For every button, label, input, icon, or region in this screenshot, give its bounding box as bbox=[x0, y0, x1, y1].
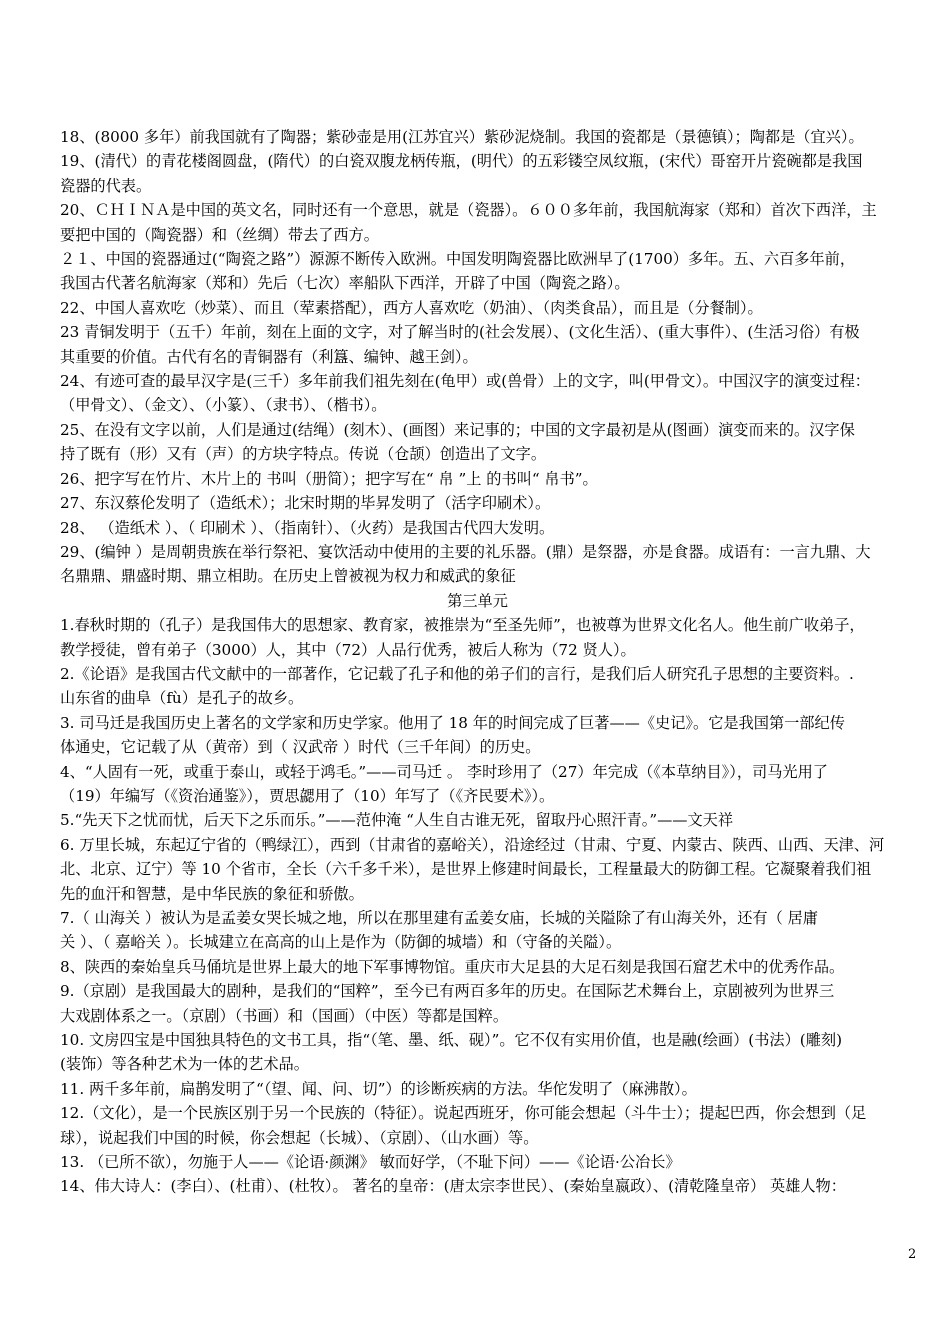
text-line: 北、北京、辽宁）等 10 个省市，全长（六千多千米），是世界上修建时间最长，工程量最大的防御工程。它凝聚着我们祖 bbox=[60, 860, 872, 879]
document-body bbox=[60, 125, 895, 1199]
text-line: 28、 （造纸术 ）、（ 印刷术 ）、（指南针）、（火药）是我国古代四大发明。 bbox=[60, 518, 555, 537]
text-line: 教学授徒，曾有弟子（3000）人，其中（72）人品行优秀，被后人称为（72 贤人）。 bbox=[60, 640, 636, 659]
text-line: 8、陕西的秦始皇兵马俑坑是世界上最大的地下军事博物馆。重庆市大足县的大足石刻是我国石窟艺术中的优秀作品。 bbox=[60, 957, 845, 976]
text-line: 19、(清代）的青花楼阁圆盘，(隋代）的白瓷双腹龙柄传瓶，(明代）的五彩镂空凤纹瓶，(宋代）哥窑开片瓷碗都是我国 bbox=[60, 152, 863, 171]
text-line: 26、把字写在竹片、木片上的 书叫（册简）；把字写在“ 帛 ”上 的书叫“ 帛书”。 bbox=[60, 469, 598, 488]
text-line: 23 青铜发明于（五千）年前，刻在上面的文字，对了解当时的(社会发展）、(文化生活）、(重大事件）、(生活习俗）有极 bbox=[60, 323, 860, 342]
text-line: (装饰）等各种艺术为一体的艺术品。 bbox=[60, 1055, 309, 1074]
text-line: 3. 司马迁是我国历史上著名的文学家和历史学家。他用了 18 年的时间完成了巨著——《史记》。它是我国第一部纪传 bbox=[60, 713, 845, 732]
unit-three-notes bbox=[60, 613, 895, 1199]
text-line: 11. 两千多年前，扁鹊发明了“（望、闻、问、切”）的诊断疾病的方法。华佗发明了（麻沸散）。 bbox=[60, 1079, 697, 1098]
text-line: （甲骨文）、（金文）、（小篆）、（隶书）、（楷书）。 bbox=[60, 396, 387, 415]
text-line: ２１、中国的瓷器通过(“陶瓷之路”）源源不断传入欧洲。中国发明陶瓷器比欧洲早了(1700）多年。五、六百多年前， bbox=[60, 250, 856, 269]
text-line: 9.（京剧）是我国最大的剧种，是我们的“国粹”，至今已有两百多年的历史。在国际艺术舞台上，京剧被列为世界三 bbox=[60, 982, 835, 1001]
text-line: 18、(8000 多年）前我国就有了陶器；紫砂壶是用(江苏宜兴）紫砂泥烧制。我国的瓷都是（景德镇）；陶都是（宜兴）。 bbox=[60, 128, 864, 146]
section-title: 第三单元 bbox=[447, 591, 508, 610]
text-line: 27、东汉蔡伦发明了（造纸术）；北宋时期的毕昇发明了（活字印刷术）。 bbox=[60, 494, 551, 513]
text-line: 山东省的曲阜（fù）是孔子的故乡。 bbox=[60, 689, 304, 708]
text-line: 10. 文房四宝是中国独具特色的文书工具，指“（笔、墨、纸、砚）”。它不仅有实用价值，也是融(绘画）(书法）(雕刻) bbox=[60, 1031, 843, 1050]
text-line: 24、有迹可查的最早汉字是(三千）多年前我们祖先刻在(龟甲）或(兽骨）上的文字，叫(甲骨文）。中国汉字的演变过程： bbox=[60, 372, 870, 391]
text-line: 25、在没有文字以前，人们是通过(结绳）(刻木）、(画图）来记事的；中国的文字最初是从(图画）演变而来的。汉字保 bbox=[60, 420, 855, 439]
text-line: 1.春秋时期的（孔子）是我国伟大的思想家、教育家，被推崇为“至圣先师”，也被尊为世界文化名人。他生前广收弟子， bbox=[60, 616, 865, 635]
text-line: 7.（ 山海关 ）被认为是孟姜女哭长城之地，所以在那里建有孟姜女庙，长城的关隘除了有山海关外，还有（ 居庸 bbox=[60, 909, 818, 927]
text-line: （19）年编写（《资治通鉴》），贾思勰用了（10）年写了（《齐民要术》）。 bbox=[60, 786, 555, 805]
text-line: 14、伟大诗人：(李白）、(杜甫）、(杜牧）。 著名的皇帝：(唐太宗李世民）、(秦始皇嬴政）、(清乾隆皇帝） 英雄人物： bbox=[60, 1177, 846, 1196]
text-line: 关 ）、（ 嘉峪关 ）。长城建立在高高的山上是作为（防御的城墙）和（守备的关隘）。 bbox=[60, 933, 622, 952]
text-line: 5.“先天下之忧而忧，后天下之乐而乐。”——范仲淹 “人生自古谁无死，留取丹心照汗青。”——文天祥 bbox=[60, 811, 734, 830]
text-line: 先的血汗和智慧，是中华民族的象征和骄傲。 bbox=[60, 884, 364, 903]
text-line: 2.《论语》是我国古代文献中的一部著作，它记载了孔子和他的弟子们的言行，是我们后人研究孔子思想的主要资料。. bbox=[60, 664, 854, 683]
text-line: 6. 万里长城，东起辽宁省的（鸭绿江），西到（甘肃省的嘉峪关），沿途经过（甘肃、宁夏、内蒙古、陕西、山西、天津、河 bbox=[60, 835, 885, 854]
text-line: 4、“人固有一死，或重于泰山，或轻于鸿毛。”——司马迁 。 李时珍用了（27）年完成（《本草纳目》），司马光用了 bbox=[60, 762, 828, 781]
text-line: 22、中国人喜欢吃（炒菜）、而且（荤素搭配），西方人喜欢吃（奶油）、（肉类食品），而且是（分餐制）。 bbox=[60, 298, 763, 317]
text-line: 13. （已所不欲），勿施于人——《论语·颜渊》 敏而好学，（不耻下问）——《论语·公冶长》 bbox=[60, 1153, 681, 1172]
text-line: 我国古代著名航海家（郑和）先后（七次）率船队下西洋，开辟了中国（陶瓷之路）。 bbox=[60, 274, 630, 293]
text-line: 要把中国的（陶瓷器）和（丝绸）带去了西方。 bbox=[60, 225, 379, 244]
text-line: 29、(编钟 ）是周朝贵族在举行祭祀、宴饮活动中使用的主要的礼乐器。(鼎）是祭器，亦是食器。成语有：一言九鼎、大 bbox=[60, 542, 871, 561]
text-line: 持了既有（形）又有（声）的方块字特点。传说（仓颉）创造出了文字。 bbox=[60, 445, 546, 464]
text-line: 其重要的价值。古代有名的青铜器有（利簋、编钟、越王剑）。 bbox=[60, 347, 478, 366]
text-line: 体通史，它记载了从（黄帝）到（ 汉武帝 ）时代（三千年间）的历史。 bbox=[60, 738, 541, 757]
unit-two-notes bbox=[60, 125, 895, 589]
text-line: 大戏剧体系之一。（京剧）（书画）和（国画）（中医）等都是国粹。 bbox=[60, 1006, 509, 1025]
text-line: 瓷器的代表。 bbox=[60, 176, 152, 195]
page-number: 2 bbox=[908, 1247, 917, 1262]
text-line: 12.（文化），是一个民族区别于另一个民族的（特征）。说起西班牙，你可能会想起（斗牛士）；提起巴西，你会想到（足 bbox=[60, 1104, 867, 1123]
text-line: 20、ＣＨＩＮＡ是中国的英文名，同时还有一个意思，就是（瓷器）。６００多年前，我国航海家（郑和）首次下西洋，主 bbox=[60, 201, 877, 220]
text-line: 名鼎鼎、鼎盛时期、鼎立相助。在历史上曾被视为权力和威武的象征 bbox=[60, 567, 516, 586]
text-line: 球），说起我们中国的时候，你会想起（长城）、（京剧）、（山水画）等。 bbox=[60, 1128, 539, 1147]
